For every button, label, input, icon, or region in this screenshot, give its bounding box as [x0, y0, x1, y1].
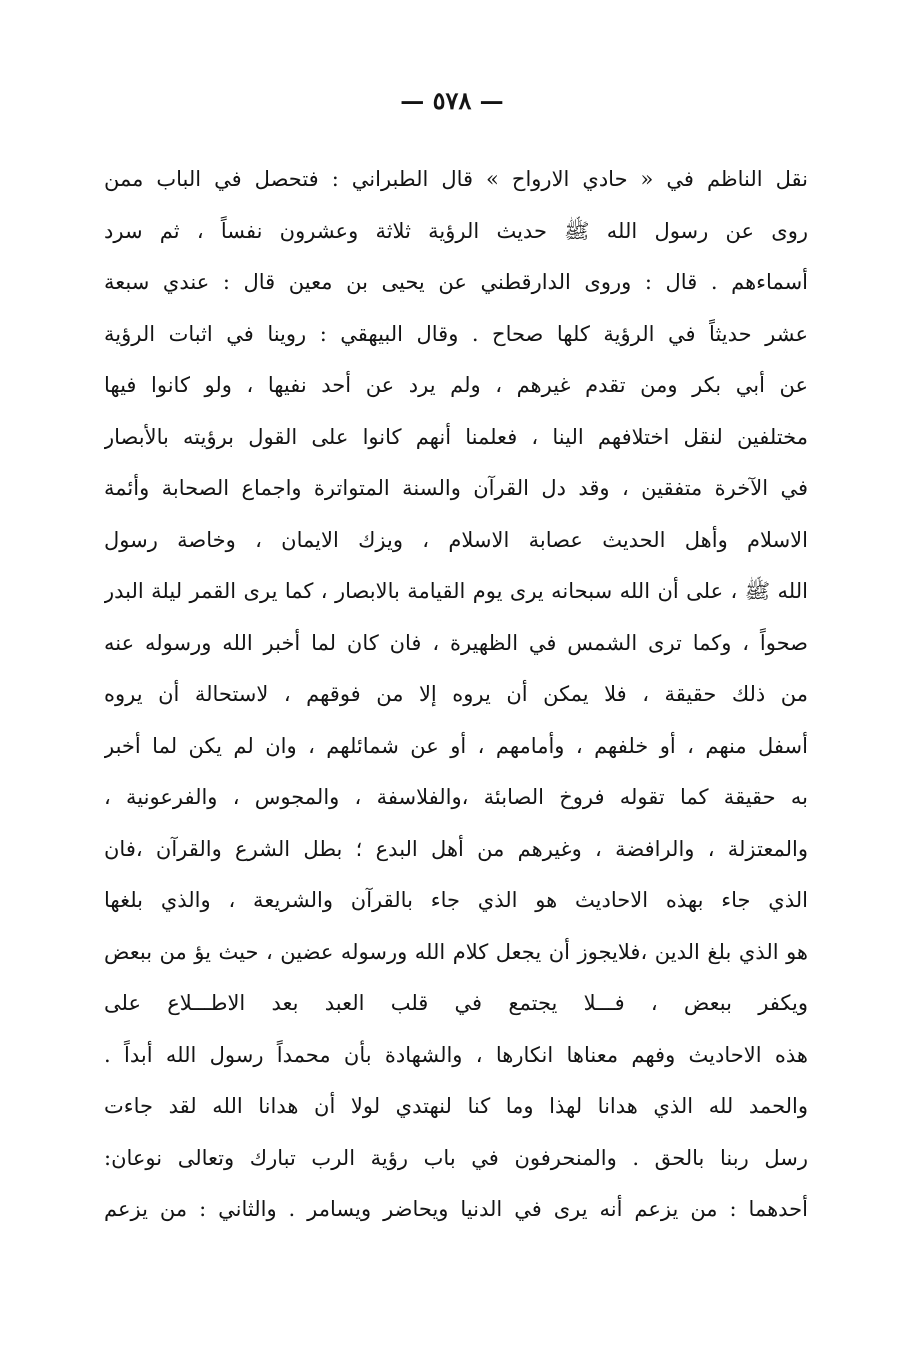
text-line: الذي جاء بهذه الاحاديث هو الذي جاء بالقرآن والشريعة ، والذي بلغها — [104, 888, 808, 912]
text-line: والحمد لله الذي هدانا لهذا وما كنا لنهتدي لولا أن هدانا الله لقد جاءت — [104, 1094, 808, 1118]
text-line: ويكفر ببعض ، فـــلا يجتمع في قلب العبد بعد الاطـــلاع على — [104, 991, 808, 1015]
text-line: أسماءهم . قال : وروى الدارقطني عن يحيى بن معين قال : عندي سبعة — [104, 270, 808, 294]
body-text — [104, 154, 808, 1236]
text-line: مختلفين لنقل اختلافهم الينا ، فعلمنا أنهم كانوا على القول برؤيته بالأبصار — [104, 424, 808, 449]
text-line: الله ﷺ ، على أن الله سبحانه يرى يوم القيامة بالابصار ، كما يرى القمر ليلة البدر — [104, 579, 808, 603]
text-line: روى عن رسول الله ﷺ حديث الرؤية ثلاثة وعشرون نفساً ، ثم سرد — [104, 218, 808, 243]
text-line: نقل الناظم في « حادي الارواح » قال الطبراني : فتحصل في الباب ممن — [104, 167, 808, 191]
text-line: عن أبي بكر ومن تقدم غيرهم ، ولم يرد عن أحد نفيها ، ولو كانوا فيها — [104, 373, 808, 397]
text-line: والمعتزلة ، والرافضة ، وغيرهم من أهل البدع ؛ بطل الشرع والقرآن ،فان — [104, 836, 808, 861]
text-line: أحدهما : من يزعم أنه يرى في الدنيا ويحاضر ويسامر . والثاني : من يزعم — [104, 1197, 808, 1221]
text-line: صحواً ، وكما ترى الشمس في الظهيرة ، فان كان لما أخبر الله ورسوله عنه — [104, 630, 808, 655]
text-line: من ذلك حقيقة ، فلا يمكن أن يروه إلا من فوقهم ، لاستحالة أن يروه — [104, 682, 808, 706]
text-line: رسل ربنا بالحق . والمنحرفون في باب رؤية الرب تبارك وتعالى نوعان: — [104, 1145, 808, 1170]
text-line: به حقيقة كما تقوله فروخ الصابئة ،والفلاسفة ، والمجوس ، والفرعونية ، — [104, 785, 808, 809]
page-number: — ٥٧٨ — — [400, 86, 504, 115]
text-line: عشر حديثاً في الرؤية كلها صحاح . وقال البيهقي : روينا في اثبات الرؤية — [104, 321, 808, 346]
text-line: الاسلام وأهل الحديث عصابة الاسلام ، ويزك الايمان ، وخاصة رسول — [104, 527, 808, 552]
text-line: هو الذي بلغ الدين ،فلايجوز أن يجعل كلام الله ورسوله عضين ، حيث يؤ من ببعض — [104, 939, 808, 964]
text-line: أسفل منهم ، أو خلفهم ، وأمامهم ، أو عن شمائلهم ، وان لم يكن لما أخبر — [104, 733, 808, 758]
text-line: في الآخرة متفقين ، وقد دل القرآن والسنة المتواترة واجماع الصحابة وأئمة — [104, 476, 808, 500]
text-line: هذه الاحاديث وفهم معناها انكارها ، والشهادة بأن محمداً رسول الله أبداً . — [104, 1042, 808, 1067]
